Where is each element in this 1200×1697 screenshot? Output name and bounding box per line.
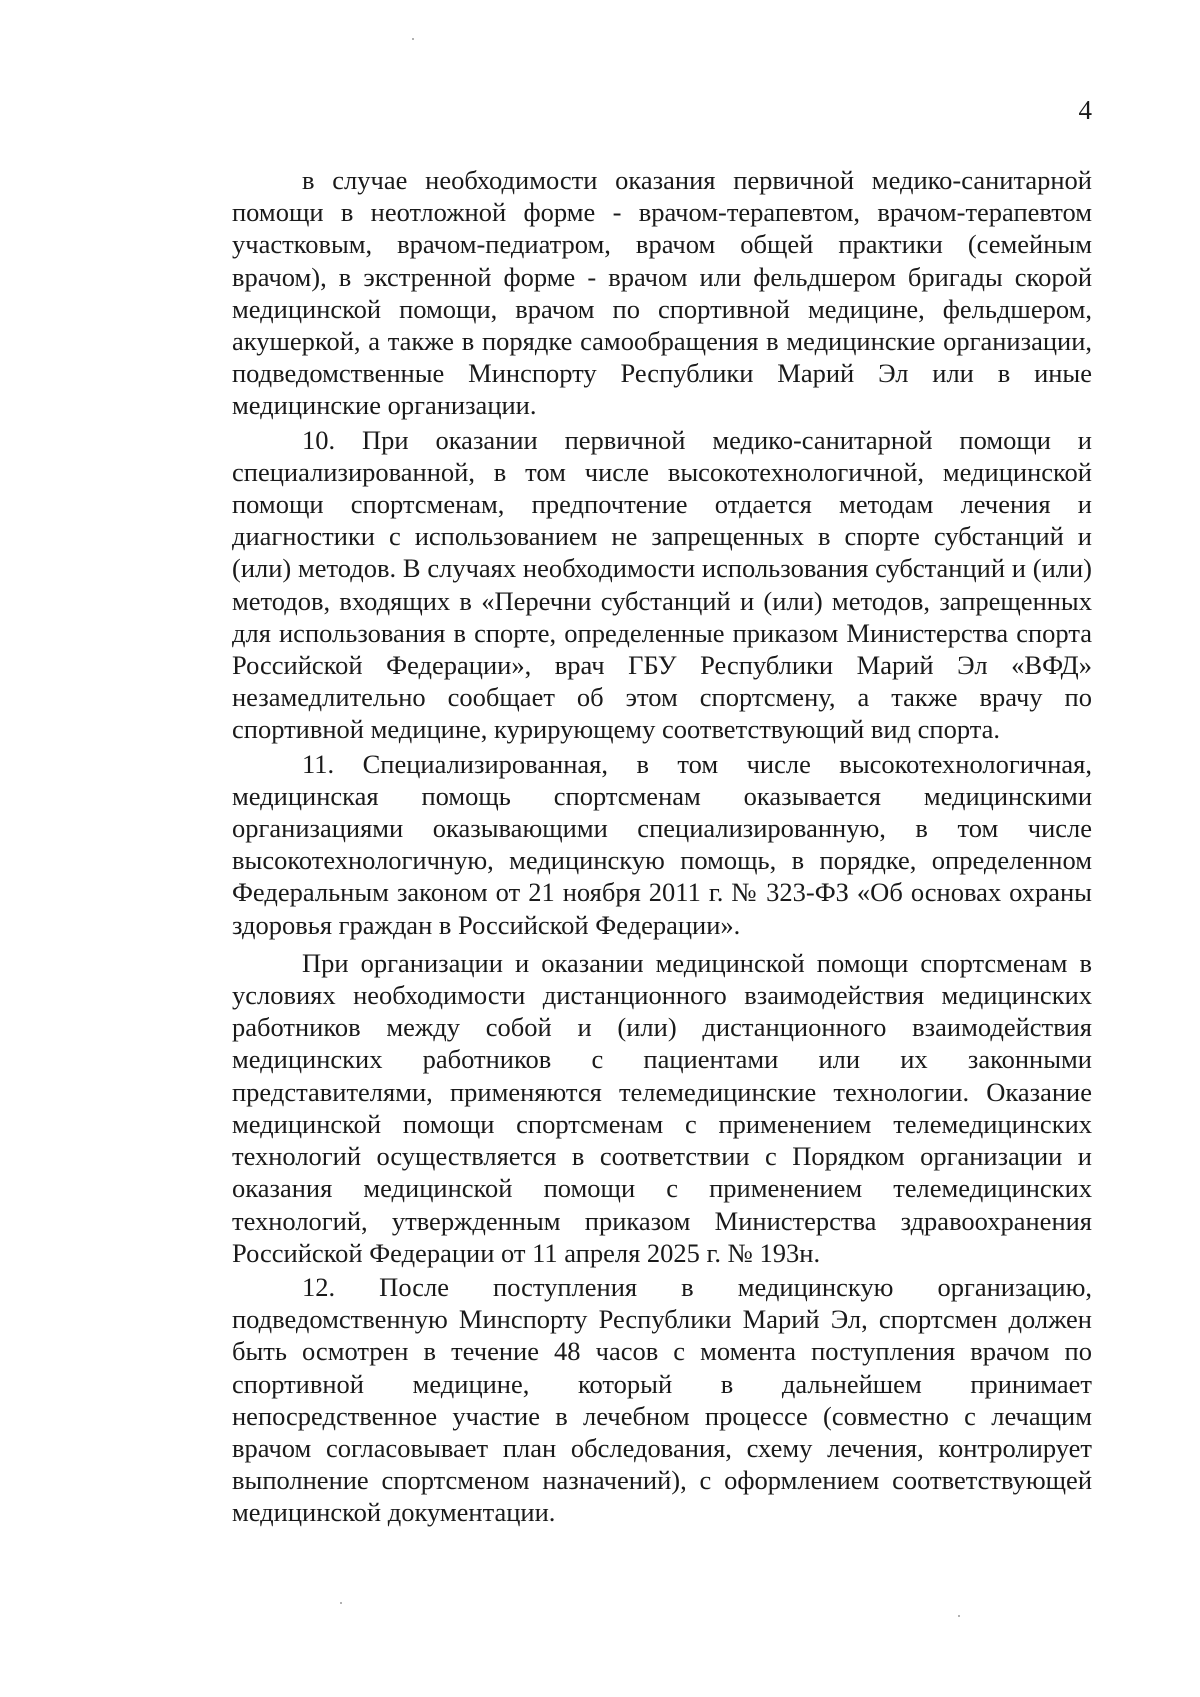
paragraph-item-10: 10. При оказании первичной медико-санитарной помощи и специализированной, в том числе высокотехнологичной, медицинской помощи спортсменам, предпочтение отдается методам лечения и диагностики с использованием не запрещенных в спорте субстанций и (или) методов. В случаях необходимости использования субстанций и (или) методов, входящих в «Перечни субстанций и (или) методов, запрещенных для использования в спорте, определенные приказом Министерства спорта Российской Федерации», врач ГБУ Республики Марий Эл «ВФД» незамедлительно сообщает об этом спортсмену, а также врачу по спортивной медицине, курирующему соответствующий вид спорта.	[232, 424, 1092, 745]
paragraph-telemedicine: При организации и оказании медицинской помощи спортсменам в условиях необходимости дистанционного взаимодействия медицинских работников между собой и (или) дистанционного взаимодействия медицинских работников с пациентами или их законными представителями, применяются телемедицинские технологии. Оказание медицинской помощи спортсменам с применением телемедицинских технологий осуществляется в соответствии с Порядком организации и оказания медицинской помощи с применением телемедицинских технологий, утвержденным приказом Министерства здравоохранения Российской Федерации от 11 апреля 2025 г. № 193н.	[232, 947, 1092, 1268]
scan-speck	[340, 1602, 342, 1604]
scan-speck	[958, 1615, 960, 1617]
page-number: 4	[1078, 95, 1092, 125]
scan-speck	[412, 38, 414, 40]
paragraph-item-11: 11. Специализированная, в том числе высокотехнологичная, медицинская помощь спортсменам оказывается медицинскими организациями оказывающими специализированную, в том числе высокотехнологичную, медицинскую помощь, в порядке, определенном Федеральным законом от 21 ноября 2011 г. № 323-ФЗ «Об основах охраны здоровья граждан в Российской Федерации».	[232, 748, 1092, 940]
paragraph-item-12: 12. После поступления в медицинскую организацию, подведомственную Минспорту Республики Марий Эл, спортсмен должен быть осмотрен в течение 48 часов с момента поступления врачом по спортивной медицине, который в дальнейшем принимает непосредственное участие в лечебном процессе (совместно с лечащим врачом согласовывает план обследования, схему лечения, контролирует выполнение спортсменом назначений), с оформлением соответствующей медицинской документации.	[232, 1271, 1092, 1528]
paragraph-continuation: в случае необходимости оказания первичной медико-санитарной помощи в неотложной форме - врачом-терапевтом, врачом-терапевтом участковым, врачом-педиатром, врачом общей практики (семейным врачом), в экстренной форме - врачом или фельдшером бригады скорой медицинской помощи, врачом по спортивной медицине, фельдшером, акушеркой, а также в порядке самообращения в медицинские организации, подведомственные Минспорту Республики Марий Эл или в иные медицинские организации.	[232, 165, 1092, 421]
document-body	[232, 164, 1092, 1529]
